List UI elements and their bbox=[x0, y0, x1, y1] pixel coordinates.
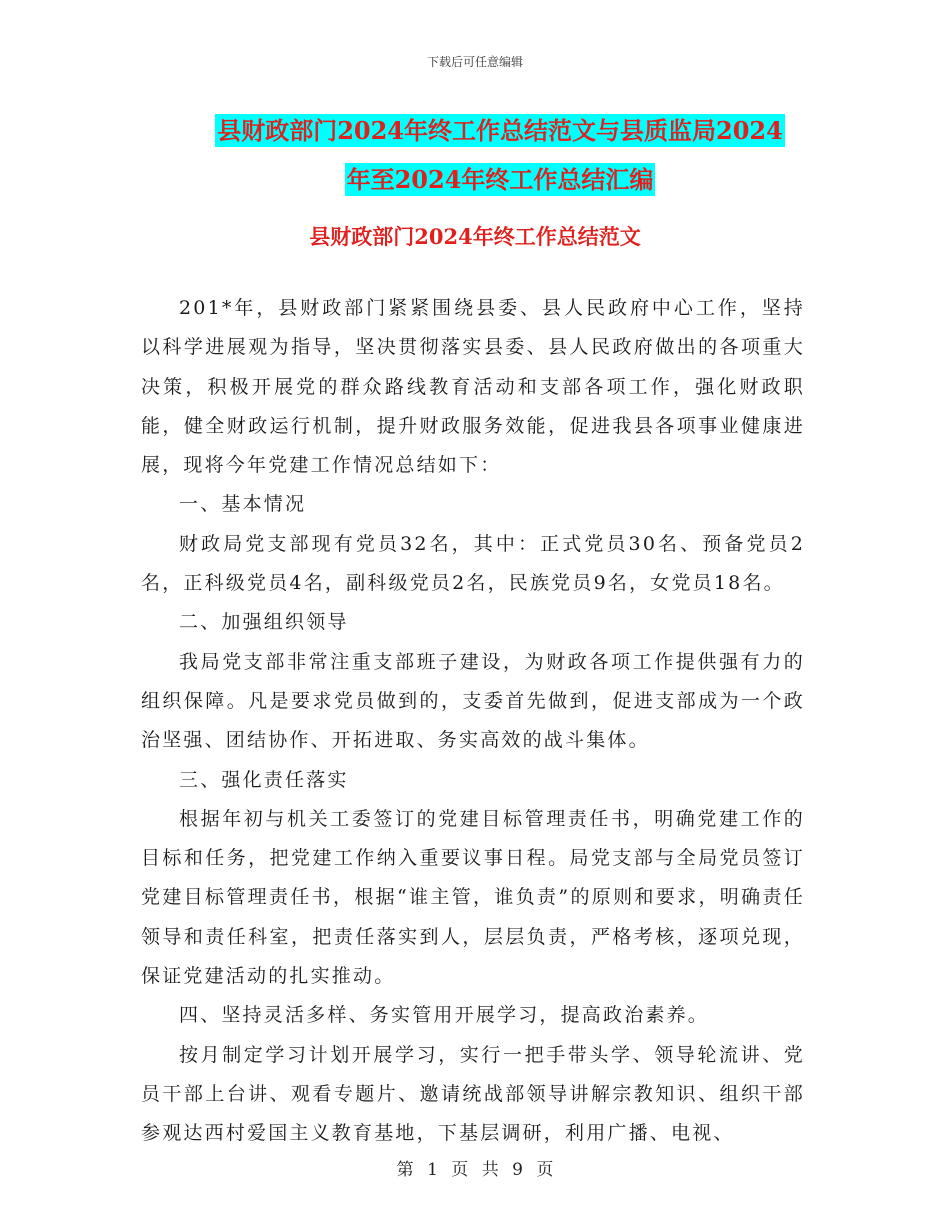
document-title-line-2: 年至2024年终工作总结汇编 bbox=[346, 165, 654, 194]
paragraph-study: 按月制定学习计划开展学习，实行一把手带头学、领导轮流讲、党员干部上台讲、观看专题片、邀请统战部领导讲解宗教知识、组织干部参观达西村爱国主义教育基地，下基层调研，利用广播、电视、 bbox=[141, 1043, 805, 1145]
document-title bbox=[140, 106, 860, 204]
document-body bbox=[141, 289, 805, 1154]
paragraph-basic-situation: 财政局党支部现有党员32名，其中：正式党员30名、预备党员2名，正科级党员4名，副科级党员2名，民族党员9名，女党员18名。 bbox=[141, 532, 805, 595]
page-number: 第 1 页 共 9 页 bbox=[396, 1160, 554, 1180]
page-header-note: 下载后可任意编辑 bbox=[426, 55, 523, 69]
paragraph-responsibility: 根据年初与机关工委签订的党建目标管理责任书，明确党建工作的目标和任务，把党建工作纳入重要议事日程。局党支部与全局党员签订党建目标管理责任书，根据“谁主管，谁负责”的原则和要求，明确责任领导和责任科室，把责任落实到人，层层负责，严格考核，逐项兑现，保证党建活动的扎实推动。 bbox=[141, 807, 805, 988]
paragraph-intro: 201*年，县财政部门紧紧围绕县委、县人民政府中心工作，坚持以科学进展观为指导，坚决贯彻落实县委、县人民政府做出的各项重大决策，积极开展党的群众路线教育活动和支部各项工作，强化财政职能，健全财政运行机制，提升财政服务效能，促进我县各项事业健康进展，现将今年党建工作情况总结如下： bbox=[141, 297, 805, 477]
heading-basic-situation: 一、基本情况 bbox=[179, 493, 307, 516]
section-title: 县财政部门2024年终工作总结范文 bbox=[309, 224, 641, 249]
paragraph-organization-leadership: 我局党支部非常注重支部班子建设，为财政各项工作提供强有力的组织保障。凡是要求党员做到的，支委首先做到，促进支部成为一个政治坚强、团结协作、开拓进取、务实高效的战斗集体。 bbox=[141, 650, 805, 752]
document-title-line-1: 县财政部门2024年终工作总结范文与县质监局2024 bbox=[217, 116, 783, 145]
heading-study: 四、坚持灵活多样、务实管用开展学习，提高政治素养。 bbox=[179, 1004, 710, 1027]
heading-organization-leadership: 二、加强组织领导 bbox=[179, 611, 349, 634]
heading-responsibility: 三、强化责任落实 bbox=[179, 768, 349, 791]
